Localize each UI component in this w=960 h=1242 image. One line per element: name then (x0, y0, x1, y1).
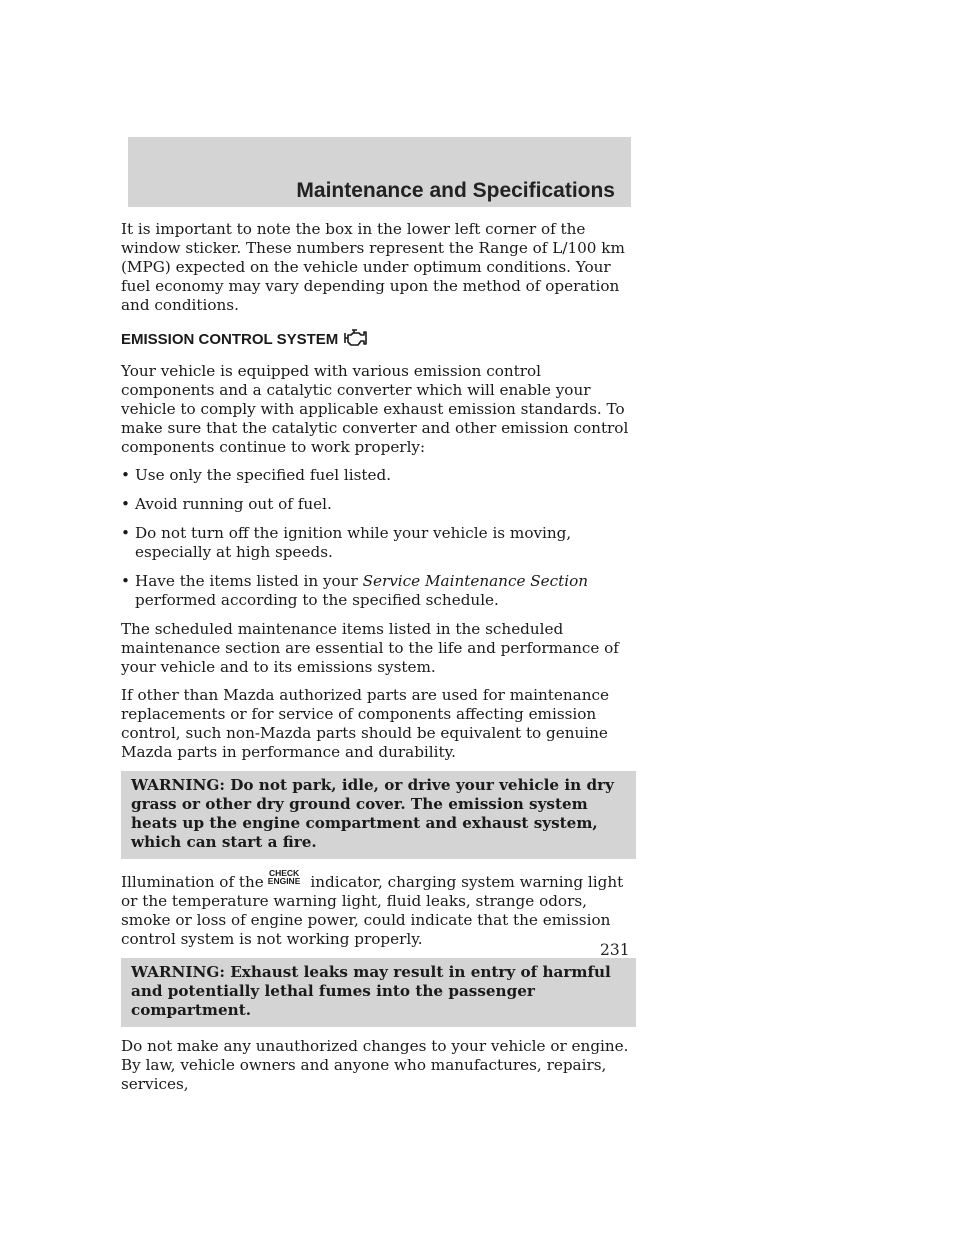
check-engine-indicator-icon: CHECK ENGINE (267, 868, 301, 886)
list-item: • Do not turn off the ignition while your vehicle is moving, especially at high speeds. (121, 524, 572, 561)
unauthorized-changes-paragraph: Do not make any unauthorized changes to your vehicle or engine. By law, vehicle owners and anyone who manufactures, repairs, services, (121, 1037, 629, 1093)
section-heading-text: EMISSION CONTROL SYSTEM (121, 331, 339, 348)
section-header-band (128, 137, 631, 207)
engine-icon (341, 327, 369, 349)
requirements-list (121, 466, 636, 610)
scheduled-maintenance-paragraph: The scheduled maintenance items listed in the scheduled maintenance section are essential to the life and performance of your vehicle and to its emissions system. (121, 620, 619, 676)
page-number: 231 (600, 941, 630, 959)
parts-paragraph: If other than Mazda authorized parts are used for maintenance replacements or for service of components affecting emission control, such non-Mazda parts should be equivalent to genuine Mazda parts in performance and durability. (121, 686, 609, 761)
section-heading (121, 327, 636, 349)
list-item: • Avoid running out of fuel. (121, 495, 332, 513)
list-item: • Have the items listed in your Service Maintenance Section performed according to the specified schedule. (121, 572, 589, 609)
service-maintenance-reference: Service Maintenance Section (362, 572, 589, 590)
exhaust-warning-box: WARNING: Exhaust leaks may result in entry of harmful and potentially lethal fumes into the passenger compartment. (121, 958, 636, 1027)
page-content (121, 220, 636, 1103)
page-section-title: Maintenance and Specifications (296, 179, 615, 202)
emission-paragraph: Your vehicle is equipped with various emission control components and a catalytic converter which will enable your vehicle to comply with applicable exhaust emission standards. To make sure that the catalytic converter and other emission control components continue to work properly: (121, 362, 629, 456)
intro-paragraph: It is important to note the box in the lower left corner of the window sticker. These numbers represent the Range of L/100 km (MPG) expected on the vehicle under optimum conditions. Your fuel economy may vary depending upon the method of operation and conditions. (121, 220, 625, 314)
fire-warning-box: WARNING: Do not park, idle, or drive your vehicle in dry grass or other dry ground cover. The emission system heats up the engine compartment and exhaust system, which can start a fire. (121, 771, 636, 859)
list-item: • Use only the specified fuel listed. (121, 466, 392, 484)
illumination-paragraph: Illumination of the CHECK ENGINE indicator, charging system warning light or the temperature warning light, fluid leaks, strange odors, smoke or loss of engine power, could indicate that the emission control system is not working properly. (121, 868, 624, 948)
